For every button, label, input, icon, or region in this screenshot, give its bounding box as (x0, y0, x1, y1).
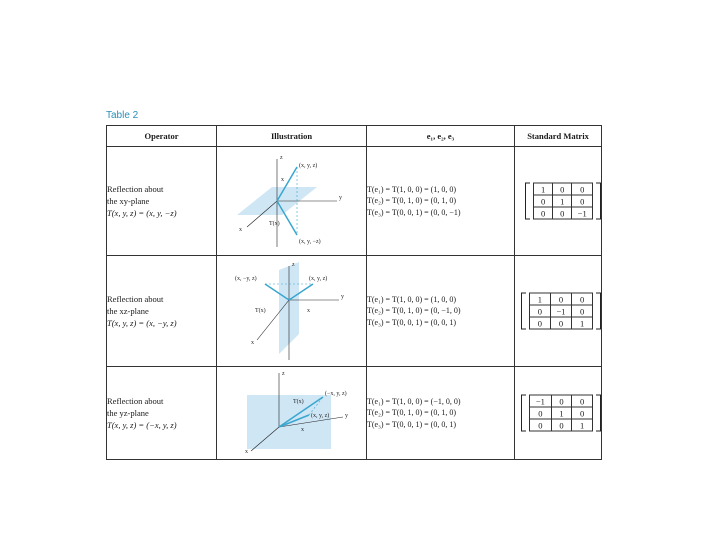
operator-cell (107, 147, 217, 256)
axis-label: z (280, 155, 283, 161)
operator-name: Reflection about (107, 396, 164, 406)
matrix-entry: 0 (572, 395, 593, 407)
standard-matrix (521, 293, 601, 330)
header-images: e₁, e₂, e₃ (367, 126, 515, 147)
operator-name: the xz-plane (107, 306, 149, 316)
matrix-entry: 1 (530, 293, 551, 305)
matrix-entry: 0 (530, 305, 551, 317)
matrix-entry: 0 (572, 305, 593, 317)
operator-name: Reflection about (107, 184, 164, 194)
image-line: T(e₁) = T(1, 0, 0) = (1, 0, 0) (367, 294, 456, 304)
matrix-entry: 0 (572, 195, 593, 207)
header-row (107, 126, 602, 147)
vector-label: T(x) (269, 221, 280, 227)
matrix-entry: −1 (550, 305, 572, 317)
vector-label: x (281, 177, 284, 183)
matrix-entry: 1 (572, 317, 593, 329)
matrix-entry: 0 (572, 407, 593, 419)
image-line: T(e₂) = T(0, 1, 0) = (0, 1, 0) (367, 196, 456, 206)
table-caption: Table 2 (106, 110, 139, 121)
matrix-entry: 0 (534, 207, 553, 219)
matrix-entry: 0 (572, 293, 593, 305)
standard-matrix (525, 183, 601, 220)
axis-label: y (341, 294, 344, 300)
matrix-entry: 0 (530, 407, 552, 419)
axis-label: z (292, 262, 295, 268)
image-line: T(e₂) = T(0, 1, 0) = (0, −1, 0) (367, 306, 461, 316)
illustration-cell (217, 147, 367, 256)
matrix-entry: 1 (551, 407, 572, 419)
axis-label: z (282, 371, 285, 377)
axis-label: y (339, 195, 342, 201)
axis-label: y (345, 413, 348, 419)
table-row (107, 147, 602, 256)
point-label: (x, y, −z) (299, 239, 321, 245)
matrix-entry: −1 (572, 207, 593, 219)
matrix-entry: 0 (553, 207, 572, 219)
images-cell (367, 147, 515, 256)
vector-label: x (301, 427, 304, 433)
point-label: (−x, y, z) (325, 391, 347, 397)
table-row (107, 256, 602, 367)
vector-label: T(x) (255, 308, 266, 314)
matrix-entry: 0 (530, 317, 551, 329)
matrix-entry: −1 (530, 395, 552, 407)
standard-matrix (521, 395, 601, 432)
image-line: T(e₃) = T(0, 0, 1) = (0, 0, 1) (367, 419, 456, 429)
point-label: (x, y, z) (309, 276, 328, 282)
point-label: (x, −y, z) (235, 276, 257, 282)
matrix-entry: 0 (530, 419, 552, 431)
operator-cell (107, 256, 217, 367)
matrix-entry: 0 (550, 317, 572, 329)
xy-reflection-diagram (217, 147, 367, 255)
header-illustration: Illustration (217, 126, 367, 147)
matrix-entry: 0 (572, 183, 593, 195)
operator-name: the xy-plane (107, 196, 150, 206)
yz-reflection-diagram (217, 367, 367, 459)
matrix-entry: 1 (553, 195, 572, 207)
matrix-entry: 0 (553, 183, 572, 195)
operator-name: the yz-plane (107, 408, 149, 418)
image-line: T(e₂) = T(0, 1, 0) = (0, 1, 0) (367, 408, 456, 418)
header-matrix: Standard Matrix (515, 126, 602, 147)
image-line: T(e₃) = T(0, 0, 1) = (0, 0, −1) (367, 207, 461, 217)
matrix-cell (515, 367, 602, 460)
yz-plane (247, 395, 331, 449)
vector-label: x (307, 308, 310, 314)
point-label: (x, y, z) (311, 413, 330, 419)
operator-formula: T(x, y, z) = (x, −y, z) (107, 318, 177, 328)
image-line: T(e₁) = T(1, 0, 0) = (1, 0, 0) (367, 184, 456, 194)
matrix-cell (515, 256, 602, 367)
table-row (107, 367, 602, 460)
xz-reflection-diagram (217, 256, 367, 366)
matrix-cell (515, 147, 602, 256)
operator-cell (107, 367, 217, 460)
matrix-entry: 1 (572, 419, 593, 431)
matrix-entry: 0 (550, 293, 572, 305)
axis-label: x (251, 340, 254, 346)
image-line: T(e₃) = T(0, 0, 1) = (0, 0, 1) (367, 317, 456, 327)
matrix-entry: 0 (551, 419, 572, 431)
operator-formula: T(x, y, z) = (x, y, −z) (107, 208, 177, 218)
images-cell (367, 256, 515, 367)
operator-name: Reflection about (107, 294, 164, 304)
vector-label: T(x) (293, 399, 304, 405)
operator-formula: T(x, y, z) = (−x, y, z) (107, 420, 177, 430)
reflection-operators-table (106, 125, 602, 460)
axis-label: x (245, 449, 248, 455)
matrix-entry: 1 (534, 183, 553, 195)
illustration-cell (217, 256, 367, 367)
matrix-entry: 0 (551, 395, 572, 407)
axis-label: x (239, 227, 242, 233)
matrix-entry: 0 (534, 195, 553, 207)
images-cell (367, 367, 515, 460)
point-label: (x, y, z) (299, 163, 318, 169)
header-operator: Operator (107, 126, 217, 147)
image-line: T(e₁) = T(1, 0, 0) = (−1, 0, 0) (367, 396, 461, 406)
illustration-cell (217, 367, 367, 460)
